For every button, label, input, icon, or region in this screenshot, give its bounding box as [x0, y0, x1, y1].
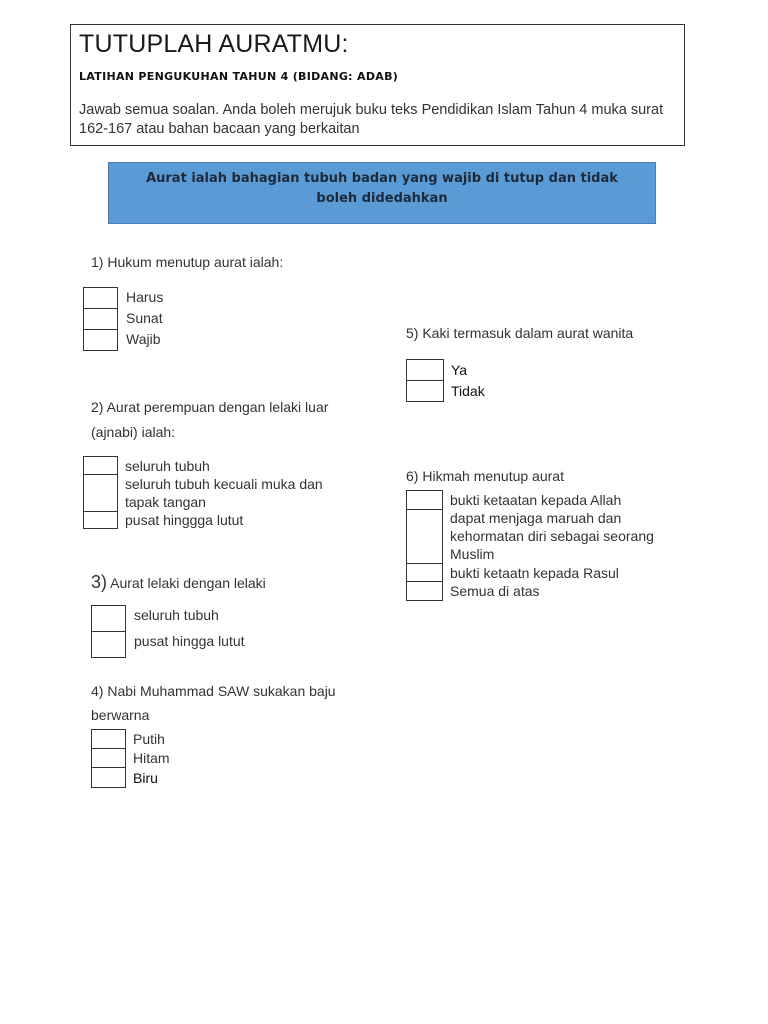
- answer-checkbox[interactable]: [406, 581, 443, 601]
- option-label: seluruh tubuh: [134, 607, 219, 623]
- answer-checkbox[interactable]: [91, 748, 126, 768]
- option-label: Semua di atas: [450, 583, 540, 599]
- option-label: kehormatan diri sebagai seorang: [450, 528, 654, 544]
- definition-text: Aurat ialah bahagian tubuh badan yang wajib di tutup dan tidak boleh didedahkan: [146, 171, 618, 206]
- answer-checkbox[interactable]: [91, 729, 126, 749]
- question-6-options: [406, 490, 736, 602]
- option-label: Tidak: [451, 383, 485, 399]
- answer-checkbox[interactable]: [91, 767, 126, 788]
- option-label: Ya: [451, 362, 468, 378]
- question-6-label: [406, 467, 564, 485]
- question-3-text: Aurat lelaki dengan lelaki: [110, 575, 266, 591]
- question-6-number: 6): [406, 468, 419, 484]
- question-3-number: 3): [91, 572, 108, 592]
- question-4-text-line1: Nabi Muhammad SAW sukakan baju: [107, 683, 336, 699]
- answer-checkbox[interactable]: [83, 287, 118, 309]
- option-label: pusat hingga lutut: [134, 633, 245, 649]
- option-label: Wajib: [126, 331, 161, 347]
- question-5-label: [406, 324, 633, 342]
- question-1-text: Hukum menutup aurat ialah:: [107, 254, 284, 270]
- option-label: Hitam: [133, 750, 170, 766]
- question-6-text: Hikmah menutup aurat: [422, 468, 564, 484]
- question-2-text-line1: Aurat perempuan dengan lelaki luar: [106, 399, 329, 415]
- answer-checkbox[interactable]: [406, 490, 443, 510]
- question-2-text-line2: (ajnabi) ialah:: [91, 424, 176, 440]
- option-label: Sunat: [126, 310, 163, 326]
- page-subtitle: LATIHAN PENGUKUHAN TAHUN 4 (BIDANG: ADAB): [79, 70, 399, 83]
- answer-checkbox[interactable]: [406, 563, 443, 582]
- question-2-options: [83, 456, 383, 530]
- answer-checkbox[interactable]: [83, 456, 118, 475]
- option-label: seluruh tubuh kecuali muka dan: [125, 476, 323, 492]
- question-4-options: [91, 729, 291, 789]
- answer-checkbox[interactable]: [83, 474, 118, 512]
- option-label: tapak tangan: [125, 494, 206, 510]
- option-label: seluruh tubuh: [125, 458, 210, 474]
- question-3-options: [91, 605, 341, 659]
- option-label: dapat menjaga maruah dan: [450, 510, 622, 526]
- question-5-number: 5): [406, 325, 419, 341]
- answer-checkbox[interactable]: [406, 359, 444, 381]
- question-1-options: [83, 287, 283, 353]
- option-label: bukti ketaatn kepada Rasul: [450, 565, 619, 581]
- question-4-label: [91, 682, 336, 700]
- option-label: pusat hinggga lutut: [125, 512, 244, 528]
- answer-checkbox[interactable]: [83, 329, 118, 351]
- option-label: Harus: [126, 289, 164, 305]
- option-label: Biru: [133, 770, 158, 786]
- option-label: Muslim: [450, 546, 495, 562]
- question-3-label: [91, 573, 266, 592]
- answer-checkbox[interactable]: [91, 631, 126, 658]
- question-5-text: Kaki termasuk dalam aurat wanita: [422, 325, 634, 341]
- question-1-label: [91, 253, 283, 271]
- question-1-number: 1): [91, 254, 104, 270]
- question-4-number: 4): [91, 683, 104, 699]
- question-5-options: [406, 359, 606, 403]
- answer-checkbox[interactable]: [91, 605, 126, 632]
- instructions-text: Jawab semua soalan. Anda boleh merujuk buku teks Pendidikan Islam Tahun 4 muka surat 162-167 atau bahan bacaan yang berkaitan: [79, 102, 664, 137]
- answer-checkbox[interactable]: [83, 308, 118, 330]
- option-label: bukti ketaatan kepada Allah: [450, 492, 622, 508]
- question-2-number: 2): [91, 399, 104, 415]
- question-4-text-line2: berwarna: [91, 707, 150, 723]
- answer-checkbox[interactable]: [83, 511, 118, 529]
- question-2-label: [91, 398, 328, 416]
- option-label: Putih: [133, 731, 165, 747]
- definition-banner: [108, 162, 656, 224]
- answer-checkbox[interactable]: [406, 380, 444, 402]
- answer-checkbox[interactable]: [406, 509, 443, 564]
- page-title: TUTUPLAH AURATMU:: [79, 30, 349, 58]
